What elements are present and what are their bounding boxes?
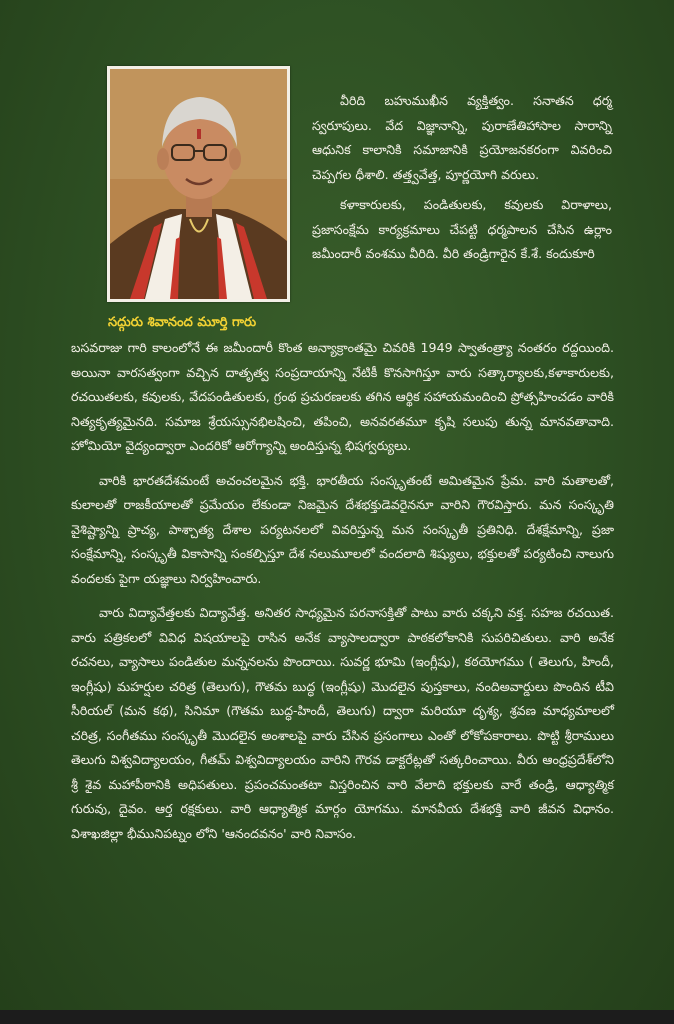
intro-column	[312, 89, 612, 267]
paragraph-lineage-rest: బసవరాజు గారి కాలంలోనే ఈ జమీందారీ కొంత అన్యాక్రాంతమై చివరికి 1949 స్వాతంత్ర్యా నంతరం రద్దయింది. అయినా వారసత్వంగా వచ్చిన దాతృత్వ సంప్రదాయాన్ని నేటికీ కొనసాగిస్తూ వారు సత్కార్యాలకు,కళాకారులకు, రచయితలకు, కవులకు, వేదపండితులకు, గ్రంథ ప్రచురణలకు తగిన ఆర్థిక సహాయమందించి ప్రోత్సహించడం వారికి నిత్యకృత్యమైనది. సమాజ శ్రేయస్సునభిలషించి, తపించి, అనవరతమూ కృషి సలుపు తున్న మానవతావాది. హోమియో వైద్యంద్వారా ఎందరికో ఆరోగ్యాన్ని అందిస్తున్న భిషగ్వర్యులు.	[71, 340, 614, 453]
paragraph-intro: వీరిది బహుముఖీన వ్యక్తిత్వం. సనాతన ధర్మ స్వరూపులు. వేద విజ్ఞానాన్ని, పురాణేతిహాసాల సారాన్ని ఆధునిక కాలానికి సమాజానికి ప్రయోజనకరంగా వివరించి చెప్పగల ధీశాలి. తత్త్వవేత్త, పూర్ణయోగి వరులు.	[312, 93, 612, 182]
paragraph-patriotism: వారికి భారతదేశమంటే అచంచలమైన భక్తి. భారతీయ సంస్కృతంటే అమితమైన ప్రేమ. వారి మతాలతో, కులాలతో రాజకీయాలతో ప్రమేయం లేకుండా నిజమైన దేశభక్తుడెవరైననూ వారిని గౌరవిస్తారు. మన సంస్కృతి వైశిష్ట్యాన్ని ప్రాచ్య, పాశ్చాత్య దేశాల పర్యటనలలో వివరిస్తున్న మన సంస్కృతీ ప్రతినిధి. దేశక్షేమాన్ని, ప్రజా సంక్షేమాన్ని, సంస్కృతీ వికాసాన్ని సంకల్పిస్తూ దేశ నలుమూలలో వందలాది శిష్యులు, భక్తులతో పర్యటించి నాలుగు వందలకు పైగా యజ్ఞాలు నిర్వహించారు.	[71, 472, 614, 586]
paragraph-scholarship: వారు విద్యావేత్తలకు విద్యావేత్త. అనితర సాధ్యమైన పరనాసక్తితో పాటు వారు చక్కని వక్త. సహజ రచయిత. వారు పత్రికలలో వివిధ విషయాలపై రాసిన అనేక వ్యాసాలద్వారా పాఠకలోకానికి సుపరిచితులు. వారి అనేక రచనలు, వ్యాసాలు పండితుల మన్ననలను పొందాయి. సువర్ణ భూమి (ఇంగ్లీషు), కఠయోగము ( తెలుగు, హిందీ, ఇంగ్లీషు) మహర్షుల చరిత్ర (తెలుగు), గౌతమ బుద్ధ (ఇంగ్లీషు) మొదలైన పుస్తకాలు, నందిఅవార్డులు పొందిన టీవి సీరియల్ (మన కథ), సినిమా (గౌతమ బుద్ధ-హిందీ, తెలుగు) ద్వారా మరియూ దృశ్య, శ్రవణ మాధ్యమాలలో చరిత్ర, సంగీతము సంస్కృతీ మొదలైన అంశాలపై వారు చేసిన ప్రసంగాలు ఎంతో లోకోపకారాలు. పొట్టి శ్రీరాములు తెలుగు విశ్వవిద్యాలయం, గీతమ్ విశ్వవిద్యాలయం వారిని గౌరవ డాక్టరేట్లతో సత్కరించాయి. వీరు ఆంధ్రప్రదేశ్‌లోని శ్రీ శైవ మహాపీఠానికి అధిపతులు. ప్రపంచమంతటా విస్తరించిన వారి వేలాది భక్తులకు వారే తండ్రి, ఆధ్యాత్మిక గురువు, దైవం. ఆర్త రక్షకులు. వారి ఆధ్యాత్మిక మార్గం యోగము. మానవీయ దేశభక్తి వారి జీవన విధానం. విశాఖజిల్లా భీమునిపట్నం లోని 'ఆనందవనం' వారి నివాసం.	[71, 605, 614, 841]
portrait-illustration	[110, 69, 287, 299]
paragraph-lineage-start: కళాకారులకు, పండితులకు, కవులకు విరాళాలు, ప్రజాసంక్షేమ కార్యక్రమాలు చేపట్టి ధర్మపాలన చేసిన ఉర్లాం జమీందారీ వంశము వీరిది. వీరి తండ్రిగారైన కే.శే. కందుకూరి	[312, 197, 612, 261]
main-text	[71, 336, 614, 856]
portrait-photo	[110, 69, 287, 299]
portrait-caption: సద్గురు శివానంద మూర్తి గారు	[108, 315, 257, 330]
portrait-frame	[107, 66, 290, 302]
